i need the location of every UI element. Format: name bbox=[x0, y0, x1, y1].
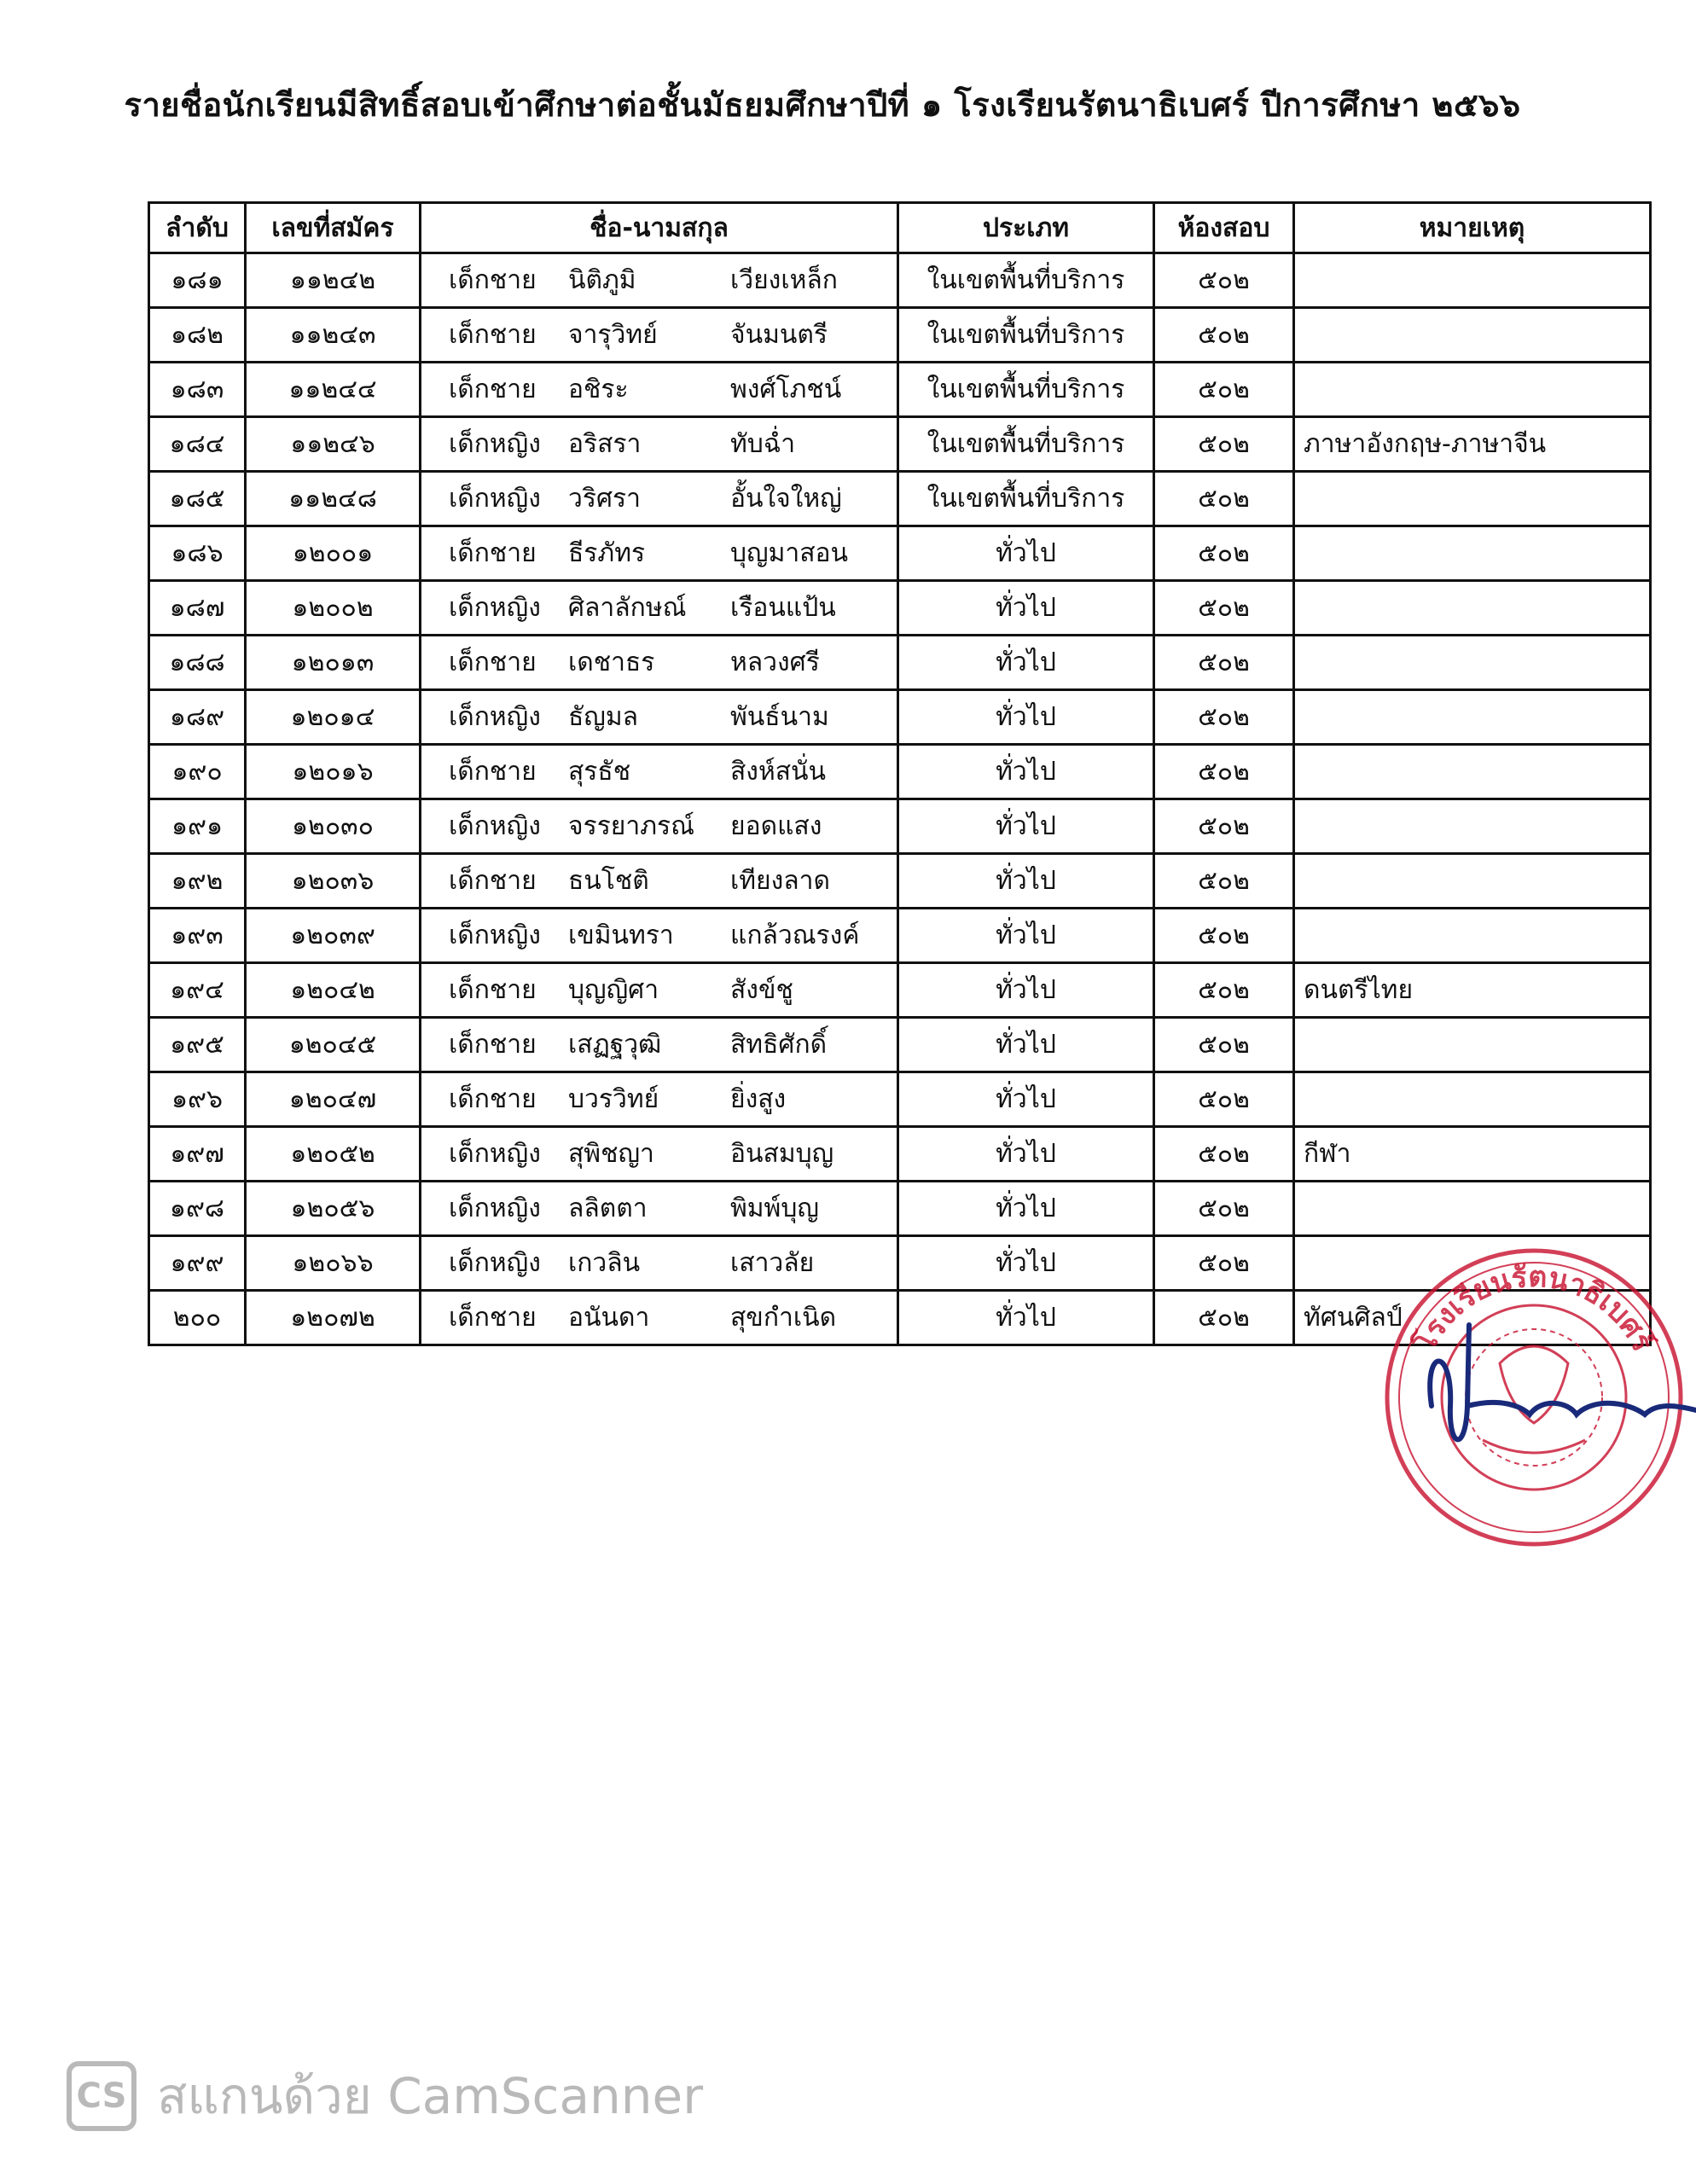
remarks-cell: ทัศนศิลป์ bbox=[1294, 1291, 1651, 1345]
name-prefix: เด็กชาย bbox=[449, 1084, 537, 1114]
application-number-cell: ๑๑๒๔๘ bbox=[246, 472, 421, 526]
full-name-cell bbox=[421, 1182, 898, 1236]
last-name: สิงห์สนั่น bbox=[730, 757, 827, 787]
full-name-cell bbox=[421, 308, 898, 363]
last-name: หลวงศรี bbox=[730, 648, 820, 677]
exam-room-cell: ๕๐๒ bbox=[1154, 636, 1294, 690]
application-number-cell: ๑๒๐๑๖ bbox=[246, 745, 421, 799]
name-prefix: เด็กหญิง bbox=[449, 921, 541, 950]
first-name: เกวลิน bbox=[568, 1248, 641, 1278]
first-name: ธัญมล bbox=[568, 702, 639, 732]
name-prefix: เด็กชาย bbox=[449, 648, 537, 677]
order-cell: ๒๐๐ bbox=[149, 1291, 246, 1345]
first-name: จรรยาภรณ์ bbox=[568, 811, 694, 841]
last-name: ยิ่งสูง bbox=[730, 1084, 787, 1114]
table-row bbox=[149, 799, 1651, 854]
first-name: บุญญิศา bbox=[568, 975, 659, 1005]
table-row bbox=[149, 963, 1651, 1018]
full-name-cell bbox=[421, 1291, 898, 1345]
order-cell: ๑๙๐ bbox=[149, 745, 246, 799]
name-prefix: เด็กหญิง bbox=[449, 1139, 541, 1169]
application-number-cell: ๑๑๒๔๒ bbox=[246, 253, 421, 308]
first-name: วริศรา bbox=[568, 484, 641, 514]
last-name: บุญมาสอน bbox=[730, 538, 849, 568]
table-row bbox=[149, 1182, 1651, 1236]
last-name: อั้นใจใหญ่ bbox=[730, 484, 842, 514]
last-name: เทียงลาด bbox=[730, 866, 830, 896]
full-name-cell bbox=[421, 417, 898, 472]
first-name: สุรธัช bbox=[568, 757, 631, 787]
order-cell: ๑๘๒ bbox=[149, 308, 246, 363]
table-row bbox=[149, 581, 1651, 636]
name-prefix: เด็กชาย bbox=[449, 1303, 537, 1333]
application-number-cell: ๑๒๐๕๒ bbox=[246, 1127, 421, 1182]
full-name-cell bbox=[421, 799, 898, 854]
table-row bbox=[149, 526, 1651, 581]
order-cell: ๑๘๖ bbox=[149, 526, 246, 581]
category-cell: ในเขตพื้นที่บริการ bbox=[898, 253, 1154, 308]
exam-room-cell: ๕๐๒ bbox=[1154, 690, 1294, 745]
full-name-cell bbox=[421, 963, 898, 1018]
remarks-cell bbox=[1294, 799, 1651, 854]
full-name-cell bbox=[421, 909, 898, 963]
exam-room-cell: ๕๐๒ bbox=[1154, 526, 1294, 581]
name-prefix: เด็กชาย bbox=[449, 1030, 537, 1060]
remarks-cell bbox=[1294, 1182, 1651, 1236]
remarks-cell bbox=[1294, 526, 1651, 581]
full-name-cell bbox=[421, 1072, 898, 1127]
remarks-cell bbox=[1294, 745, 1651, 799]
table-row bbox=[149, 1072, 1651, 1127]
full-name-cell bbox=[421, 526, 898, 581]
remarks-cell bbox=[1294, 636, 1651, 690]
application-number-cell: ๑๒๐๑๓ bbox=[246, 636, 421, 690]
exam-room-cell: ๕๐๒ bbox=[1154, 253, 1294, 308]
category-cell: ในเขตพื้นที่บริการ bbox=[898, 308, 1154, 363]
category-cell: ทั่วไป bbox=[898, 636, 1154, 690]
order-cell: ๑๘๙ bbox=[149, 690, 246, 745]
remarks-cell bbox=[1294, 253, 1651, 308]
order-cell: ๑๘๑ bbox=[149, 253, 246, 308]
header-remarks: หมายเหตุ bbox=[1294, 203, 1651, 253]
exam-room-cell: ๕๐๒ bbox=[1154, 1018, 1294, 1072]
application-number-cell: ๑๑๒๔๖ bbox=[246, 417, 421, 472]
application-number-cell: ๑๒๐๑๔ bbox=[246, 690, 421, 745]
order-cell: ๑๘๕ bbox=[149, 472, 246, 526]
exam-room-cell: ๕๐๒ bbox=[1154, 1072, 1294, 1127]
first-name: บวรวิทย์ bbox=[568, 1084, 659, 1114]
name-prefix: เด็กชาย bbox=[449, 866, 537, 896]
order-cell: ๑๙๓ bbox=[149, 909, 246, 963]
first-name: เสฏฐวุฒิ bbox=[568, 1030, 662, 1060]
first-name: อริสรา bbox=[568, 429, 642, 459]
camscanner-watermark bbox=[67, 2056, 703, 2135]
table-body bbox=[149, 253, 1651, 1345]
category-cell: ทั่วไป bbox=[898, 745, 1154, 799]
remarks-cell bbox=[1294, 1018, 1651, 1072]
camscanner-logo-icon: CS bbox=[67, 2061, 136, 2131]
name-prefix: เด็กหญิง bbox=[449, 1194, 541, 1223]
exam-room-cell: ๕๐๒ bbox=[1154, 799, 1294, 854]
last-name: เวียงเหล็ก bbox=[730, 265, 838, 295]
order-cell: ๑๙๕ bbox=[149, 1018, 246, 1072]
full-name-cell bbox=[421, 745, 898, 799]
application-number-cell: ๑๒๐๖๖ bbox=[246, 1236, 421, 1291]
application-number-cell: ๑๒๐๗๒ bbox=[246, 1291, 421, 1345]
remarks-cell bbox=[1294, 363, 1651, 417]
last-name: แกล้วณรงค์ bbox=[730, 921, 860, 950]
category-cell: ทั่วไป bbox=[898, 581, 1154, 636]
full-name-cell bbox=[421, 363, 898, 417]
order-cell: ๑๙๒ bbox=[149, 854, 246, 909]
order-cell: ๑๙๖ bbox=[149, 1072, 246, 1127]
exam-room-cell: ๕๐๒ bbox=[1154, 909, 1294, 963]
exam-room-cell: ๕๐๒ bbox=[1154, 308, 1294, 363]
last-name: ทับฉ่ำ bbox=[730, 429, 796, 459]
table-row bbox=[149, 1127, 1651, 1182]
category-cell: ทั่วไป bbox=[898, 1018, 1154, 1072]
name-prefix: เด็กชาย bbox=[449, 538, 537, 568]
order-cell: ๑๙๑ bbox=[149, 799, 246, 854]
header-order: ลำดับ bbox=[149, 203, 246, 253]
table-row bbox=[149, 1018, 1651, 1072]
table-row bbox=[149, 690, 1651, 745]
last-name: สุขกำเนิด bbox=[730, 1303, 837, 1333]
last-name: เรือนแป้น bbox=[730, 593, 836, 623]
exam-room-cell: ๕๐๒ bbox=[1154, 745, 1294, 799]
name-prefix: เด็กชาย bbox=[449, 265, 537, 295]
category-cell: ในเขตพื้นที่บริการ bbox=[898, 472, 1154, 526]
category-cell: ทั่วไป bbox=[898, 526, 1154, 581]
table-row bbox=[149, 253, 1651, 308]
first-name: ศิลาลักษณ์ bbox=[568, 593, 687, 623]
exam-room-cell: ๕๐๒ bbox=[1154, 963, 1294, 1018]
application-number-cell: ๑๒๐๓๙ bbox=[246, 909, 421, 963]
category-cell: ทั่วไป bbox=[898, 909, 1154, 963]
exam-room-cell: ๕๐๒ bbox=[1154, 1127, 1294, 1182]
header-full-name: ชื่อ-นามสกุล bbox=[421, 203, 898, 253]
first-name: เดชาธร bbox=[568, 648, 655, 677]
school-seal bbox=[1372, 1235, 1696, 1560]
table-row bbox=[149, 417, 1651, 472]
category-cell: ทั่วไป bbox=[898, 1182, 1154, 1236]
category-cell: ทั่วไป bbox=[898, 1127, 1154, 1182]
name-prefix: เด็กหญิง bbox=[449, 702, 541, 732]
order-cell: ๑๘๓ bbox=[149, 363, 246, 417]
last-name: จันมนตรี bbox=[730, 320, 828, 350]
application-number-cell: ๑๒๐๕๖ bbox=[246, 1182, 421, 1236]
name-prefix: เด็กหญิง bbox=[449, 484, 541, 514]
category-cell: ทั่วไป bbox=[898, 1291, 1154, 1345]
last-name: เสาวลัย bbox=[730, 1248, 815, 1278]
order-cell: ๑๘๗ bbox=[149, 581, 246, 636]
category-cell: ทั่วไป bbox=[898, 690, 1154, 745]
svg-text:โรงเรียนรัตนาธิเบศร์: โรงเรียนรัตนาธิเบศร์ bbox=[1408, 1259, 1660, 1357]
category-cell: ทั่วไป bbox=[898, 854, 1154, 909]
remarks-cell bbox=[1294, 690, 1651, 745]
remarks-cell: ดนตรีไทย bbox=[1294, 963, 1651, 1018]
remarks-cell bbox=[1294, 1072, 1651, 1127]
remarks-cell bbox=[1294, 854, 1651, 909]
remarks-cell: กีฬา bbox=[1294, 1127, 1651, 1182]
first-name: สุพิชญา bbox=[568, 1139, 654, 1169]
exam-room-cell: ๕๐๒ bbox=[1154, 581, 1294, 636]
full-name-cell bbox=[421, 581, 898, 636]
application-number-cell: ๑๑๒๔๔ bbox=[246, 363, 421, 417]
table-header-row bbox=[149, 203, 1651, 253]
header-category: ประเภท bbox=[898, 203, 1154, 253]
order-cell: ๑๘๔ bbox=[149, 417, 246, 472]
last-name: อินสมบุญ bbox=[730, 1139, 834, 1169]
page-title: รายชื่อนักเรียนมีสิทธิ์สอบเข้าศึกษาต่อชั้นมัธยมศึกษาปีที่ ๑ โรงเรียนรัตนาธิเบศร์ ปีการศึกษา ๒๕๖๖ bbox=[124, 86, 1521, 124]
order-cell: ๑๙๙ bbox=[149, 1236, 246, 1291]
full-name-cell bbox=[421, 1236, 898, 1291]
first-name: นิติภูมิ bbox=[568, 265, 636, 295]
exam-room-cell: ๕๐๒ bbox=[1154, 1236, 1294, 1291]
table-row bbox=[149, 308, 1651, 363]
application-number-cell: ๑๒๐๔๕ bbox=[246, 1018, 421, 1072]
exam-room-cell: ๕๐๒ bbox=[1154, 472, 1294, 526]
first-name: อนันดา bbox=[568, 1303, 650, 1333]
application-number-cell: ๑๒๐๐๒ bbox=[246, 581, 421, 636]
table-row bbox=[149, 363, 1651, 417]
application-number-cell: ๑๒๐๔๒ bbox=[246, 963, 421, 1018]
remarks-cell bbox=[1294, 472, 1651, 526]
name-prefix: เด็กชาย bbox=[449, 975, 537, 1005]
exam-room-cell: ๕๐๒ bbox=[1154, 1182, 1294, 1236]
name-prefix: เด็กชาย bbox=[449, 757, 537, 787]
full-name-cell bbox=[421, 690, 898, 745]
header-exam-room: ห้องสอบ bbox=[1154, 203, 1294, 253]
header-application-number: เลขที่สมัคร bbox=[246, 203, 421, 253]
camscanner-text: สแกนด้วย CamScanner bbox=[157, 2067, 704, 2125]
exam-room-cell: ๕๐๒ bbox=[1154, 1291, 1294, 1345]
name-prefix: เด็กหญิง bbox=[449, 811, 541, 841]
order-cell: ๑๙๔ bbox=[149, 963, 246, 1018]
last-name: สังข์ชู bbox=[730, 975, 793, 1005]
exam-room-cell: ๕๐๒ bbox=[1154, 363, 1294, 417]
full-name-cell bbox=[421, 253, 898, 308]
application-number-cell: ๑๒๐๔๗ bbox=[246, 1072, 421, 1127]
category-cell: ทั่วไป bbox=[898, 963, 1154, 1018]
last-name: พงศ์โภชน์ bbox=[730, 375, 842, 404]
remarks-cell bbox=[1294, 308, 1651, 363]
table-row bbox=[149, 854, 1651, 909]
table-row bbox=[149, 636, 1651, 690]
category-cell: ในเขตพื้นที่บริการ bbox=[898, 417, 1154, 472]
order-cell: ๑๙๗ bbox=[149, 1127, 246, 1182]
name-prefix: เด็กหญิง bbox=[449, 429, 541, 459]
full-name-cell bbox=[421, 1018, 898, 1072]
first-name: จารุวิทย์ bbox=[568, 320, 658, 350]
first-name: ธนโชติ bbox=[568, 866, 649, 896]
application-number-cell: ๑๒๐๐๑ bbox=[246, 526, 421, 581]
name-prefix: เด็กหญิง bbox=[449, 593, 541, 623]
table-row bbox=[149, 909, 1651, 963]
first-name: ธีรภัทร bbox=[568, 538, 646, 568]
student-roster-table bbox=[148, 201, 1652, 1346]
exam-room-cell: ๕๐๒ bbox=[1154, 854, 1294, 909]
last-name: ยอดแสง bbox=[730, 811, 822, 841]
exam-room-cell: ๕๐๒ bbox=[1154, 417, 1294, 472]
first-name: อชิระ bbox=[568, 375, 629, 404]
name-prefix: เด็กชาย bbox=[449, 375, 537, 404]
category-cell: ทั่วไป bbox=[898, 1072, 1154, 1127]
last-name: พันธ์นาม bbox=[730, 702, 829, 732]
application-number-cell: ๑๒๐๓๖ bbox=[246, 854, 421, 909]
application-number-cell: ๑๑๒๔๓ bbox=[246, 308, 421, 363]
order-cell: ๑๘๘ bbox=[149, 636, 246, 690]
first-name: ลลิตตา bbox=[568, 1194, 648, 1223]
order-cell: ๑๙๘ bbox=[149, 1182, 246, 1236]
application-number-cell: ๑๒๐๓๐ bbox=[246, 799, 421, 854]
last-name: พิมพ์บุญ bbox=[730, 1194, 819, 1223]
remarks-cell bbox=[1294, 581, 1651, 636]
category-cell: ทั่วไป bbox=[898, 1236, 1154, 1291]
table-row bbox=[149, 745, 1651, 799]
full-name-cell bbox=[421, 636, 898, 690]
remarks-cell: ภาษาอังกฤษ-ภาษาจีน bbox=[1294, 417, 1651, 472]
full-name-cell bbox=[421, 472, 898, 526]
full-name-cell bbox=[421, 1127, 898, 1182]
name-prefix: เด็กหญิง bbox=[449, 1248, 541, 1278]
full-name-cell bbox=[421, 854, 898, 909]
category-cell: ในเขตพื้นที่บริการ bbox=[898, 363, 1154, 417]
table-row bbox=[149, 472, 1651, 526]
last-name: สิทธิศักดิ์ bbox=[730, 1030, 828, 1060]
first-name: เขมินทรา bbox=[568, 921, 674, 950]
remarks-cell bbox=[1294, 909, 1651, 963]
category-cell: ทั่วไป bbox=[898, 799, 1154, 854]
name-prefix: เด็กชาย bbox=[449, 320, 537, 350]
